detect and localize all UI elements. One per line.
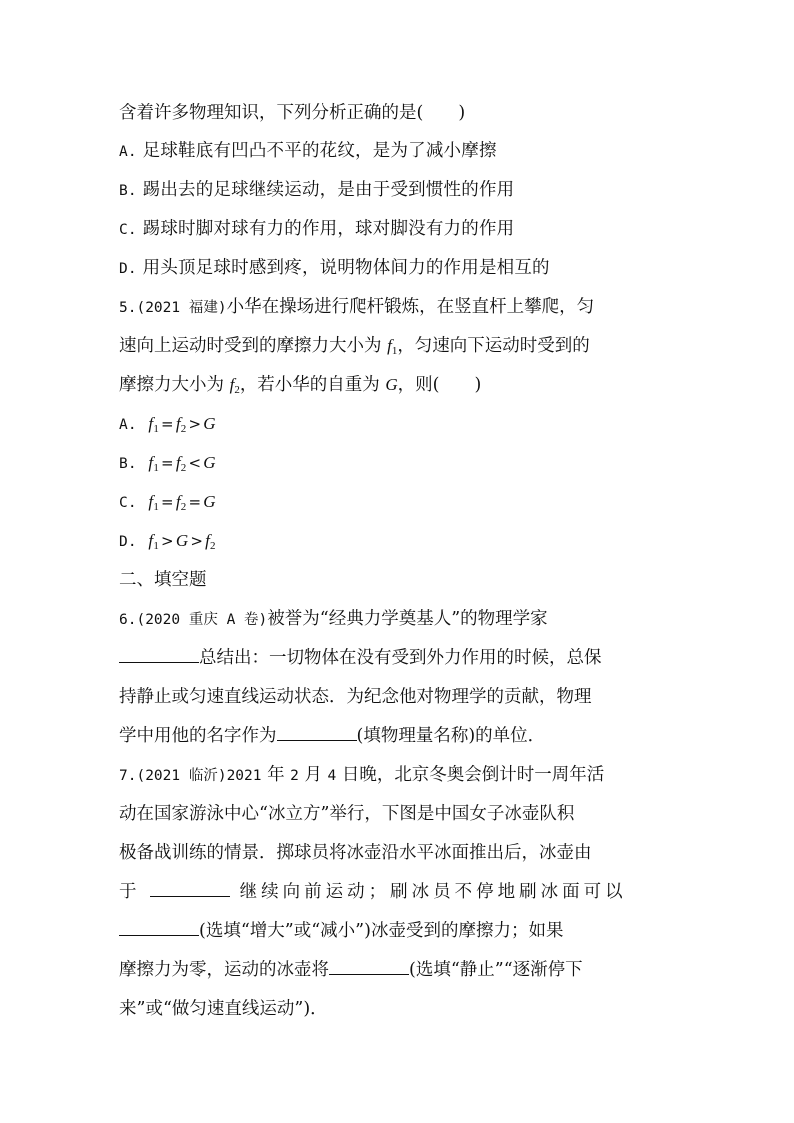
q4-option-c <box>119 217 679 242</box>
q7-stem-line6 <box>119 958 679 982</box>
q7-stem-line7: 来”或“做匀速直线运动”)． <box>119 999 328 1019</box>
q5-option-d: D. $f_1 > G > f_2$ <box>119 531 216 552</box>
q5-text: ，若小华的自重为 <box>239 375 380 395</box>
option-letter: C. <box>119 222 137 238</box>
q4-option-a <box>119 139 679 164</box>
answer-blank[interactable] <box>119 646 199 663</box>
q7-text: 摩擦力为零，运动的冰壶将 <box>119 960 329 980</box>
q7-text: (选填“增大”或“减小”)冰壶受到的摩擦力；如果 <box>199 921 564 941</box>
answer-blank[interactable] <box>277 724 357 741</box>
section-title: 二、填空题 <box>119 570 207 590</box>
answer-blank[interactable] <box>119 919 199 936</box>
question-number: 6. <box>119 612 137 628</box>
symbol-f2: $f_2$ <box>229 375 240 396</box>
option-text: 用头顶足球时感到疼，说明物体间力的作用是相互的 <box>142 258 550 278</box>
q5-text: 摩擦力大小为 <box>119 375 224 395</box>
q6-stem-line3: 持静止或匀速直线运动状态．为纪念他对物理学的贡献，物理 <box>119 687 592 707</box>
q6-text: 学中用他的名字作为 <box>119 726 277 746</box>
q6-stem-line2 <box>119 646 679 670</box>
option-letter: D. <box>119 261 137 277</box>
q5-stem-line2 <box>119 334 679 363</box>
option-text: 踢出去的足球继续运动，是由于受到惯性的作用 <box>142 180 515 200</box>
q5-text: ，则( ) <box>397 375 482 395</box>
option-text: 踢球时脚对球有力的作用，球对脚没有力的作用 <box>142 219 515 239</box>
q6-stem-line1 <box>119 607 679 632</box>
q5-option-c: C. $f_1 = f_2 = G$ <box>119 492 216 513</box>
q6-text: 被誉为“经典力学奠基人”的物理学家 <box>267 609 548 629</box>
q7-text: (选填“静止”“逐渐停下 <box>409 960 583 980</box>
q6-text: 总结出：一切物体在没有受到外力作用的时候，总保 <box>199 648 602 668</box>
option-letter: A. <box>119 417 137 433</box>
option-letter: C. <box>119 495 137 511</box>
question-number: 7. <box>119 768 137 784</box>
q5-text: 小华在操场进行爬杆锻炼，在竖直杆上攀爬，匀 <box>226 297 595 317</box>
option-letter: B. <box>119 183 137 199</box>
question-source: (2021 福建) <box>136 300 227 316</box>
option-text: 足球鞋底有凹凸不平的花纹，是为了减小摩擦 <box>142 141 497 161</box>
q6-text: (填物理量名称)的单位． <box>356 726 546 746</box>
q6-stem-line4 <box>119 724 679 748</box>
q5-text: 速向上运动时受到的摩擦力大小为 <box>119 336 382 356</box>
symbol-g: G <box>385 375 398 394</box>
q5-option-a: A. $f_1 = f_2 > G$ <box>119 414 216 435</box>
option-letter: B. <box>119 456 137 472</box>
question-source: (2020 重庆 A 卷) <box>136 612 268 628</box>
q5-stem-line1 <box>119 295 679 320</box>
question-source: (2021 临沂) <box>136 768 227 784</box>
option-letter: D. <box>119 534 137 550</box>
q7-text: 继续向前运动；刷冰员不停地刷冰面可以 <box>239 882 627 902</box>
q5-text: ，匀速向下运动时受到的 <box>397 336 590 356</box>
q5-stem-line3 <box>119 373 679 402</box>
q7-stem-line3: 极备战训练的情景．掷球员将冰壶沿水平冰面推出后，冰壶由 <box>119 843 592 863</box>
q7-stem-line4 <box>119 880 679 904</box>
option-letter: A. <box>119 144 137 160</box>
q7-stem-line1: 7.(2021 临沂)2021 年 2 月 4 日晚，北京冬奥会倒计时一周年活 <box>119 765 605 785</box>
q7-stem-line2: 动在国家游泳中心“冰立方”举行，下图是中国女子冰壶队积 <box>119 804 575 824</box>
symbol-f1: $f_1$ <box>387 336 398 357</box>
answer-blank[interactable] <box>150 880 230 897</box>
q7-stem-line5 <box>119 919 679 943</box>
q4-option-d <box>119 256 679 281</box>
q7-text: 于 <box>119 882 141 902</box>
q5-option-b: B. $f_1 = f_2 < G$ <box>119 453 216 474</box>
answer-blank[interactable] <box>329 958 409 975</box>
q4-stem: 含着许多物理知识，下列分析正确的是( ) <box>119 103 466 123</box>
question-number: 5. <box>119 300 137 316</box>
q4-option-b <box>119 178 679 203</box>
